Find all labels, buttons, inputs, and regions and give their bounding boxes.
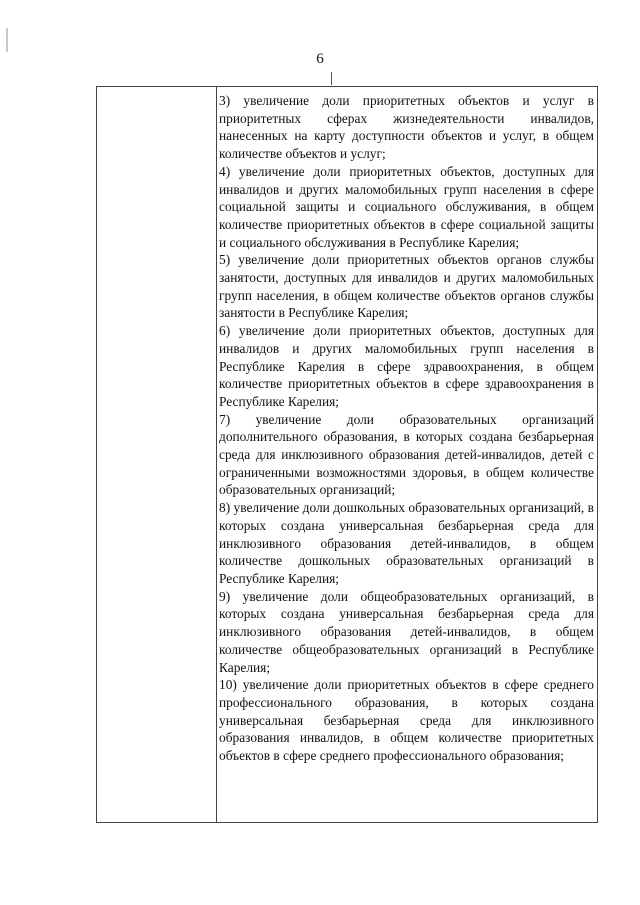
list-item: 5) увеличение доли приоритетных объектов органов службы занятости, доступных для инвалидов и других маломобильных групп населения, в общем количестве объектов органов службы занятости в Республике Карелия; [219, 252, 594, 321]
column-divider [216, 87, 217, 822]
list-item: 3) увеличение доли приоритетных объектов и услуг в приоритетных сферах жизнедеятельности инвалидов, нанесенных на карту доступности объектов и услуг, в общем количестве объектов и услуг; [219, 93, 594, 162]
header-tick-mark [331, 72, 332, 85]
list-item: 9) увеличение доли общеобразовательных организаций, в которых создана универсальная безбарьерная среда для инклюзивного образования детей-инвалидов, в общем количестве общеобразовательных организаций в Республике Карелия; [219, 588, 594, 675]
table-right-cell [219, 92, 594, 765]
list-item: 4) увеличение доли приоритетных объектов, доступных для инвалидов и других маломобильных групп населения в сфере социальной защиты и социального обслуживания, в общем количестве приоритетных объектов в сфере социальной защиты и социального обслуживания в Республике Карелия; [219, 163, 594, 250]
list-item: 6) увеличение доли приоритетных объектов, доступных для инвалидов и других маломобильных групп населения в Республике Карелия в сфере здравоохранения, в общем количестве приоритетных объектов в сфере здравоохранения в Республике Карелия; [219, 323, 594, 409]
page-number: 6 [316, 51, 324, 67]
list-item: 7) увеличение доли образовательных организаций дополнительного образования, в которых создана безбарьерная среда для инклюзивного образования детей-инвалидов, детей с ограниченными возможностями здоровья, в общем количестве образовательных организаций; [219, 411, 594, 498]
scan-margin-mark [6, 28, 8, 52]
list-item: 8) увеличение доли дошкольных образовательных организаций, в которых создана универсальная безбарьерная среда для инклюзивного образования детей-инвалидов, в общем количестве дошкольных образовательных организаций в Республике Карелия; [219, 500, 594, 586]
document-table [96, 86, 598, 823]
list-item: 10) увеличение доли приоритетных объектов в сфере среднего профессионального образования, в которых создана универсальная безбарьерная среда для инклюзивного образования инвалидов, в общем количестве приоритетных объектов в сфере среднего профессионального образования; [219, 677, 594, 764]
table-left-cell [97, 87, 216, 822]
